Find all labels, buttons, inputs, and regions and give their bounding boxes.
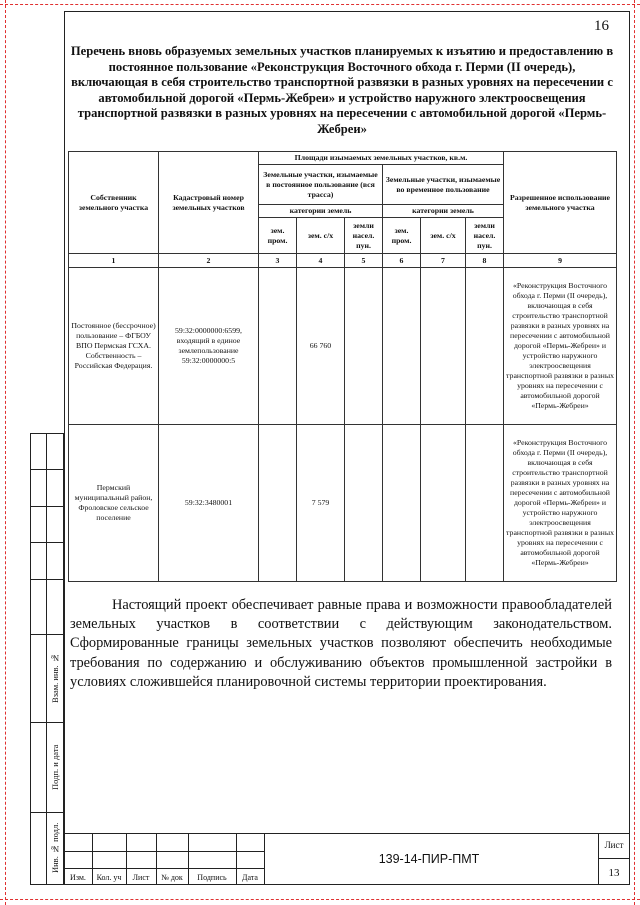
column-number: 5 [345,254,383,268]
cell-empty [466,268,504,425]
cell-area-sh: 7 579 [297,425,345,582]
page-title: Перечень вновь образуемых земельных участков планируемых к изъятию и предоставлению в постоянное пользование «Реконструкция Восточного обхода г. Перми (II очередь), включающая в себя строительство транспортной развязки в разных уровнях на пересечении с автомобильной дорогой «Пермь-Жебреи» и устройство наружного электроосвещения транспортной развязки в разных уровнях на пересечении с автомобильной дорогой «Пермь-Жебреи» [70,44,614,136]
header-cat-sh-2: зем. с/х [421,218,466,254]
cell-empty [421,268,466,425]
cell-empty [421,425,466,582]
stamp-col-kol: Кол. уч [96,873,122,882]
cell-cadastral: 59:32:0000000:6599, входящий в единое землепользование 59:32:0000000:5 [159,268,259,425]
header-cat-sh-1: зем. с/х [297,218,345,254]
side-label-podp: Подп. и дата [50,744,60,790]
column-number: 6 [383,254,421,268]
cell-empty [259,425,297,582]
side-stamp [30,433,64,885]
column-number: 4 [297,254,345,268]
cut-line-top [0,4,640,5]
cut-line-right [634,0,635,905]
stamp-col-izm: Изм. [70,873,86,882]
side-label-vzam: Взам. инв. № [50,653,60,703]
sheet-number: 13 [608,867,620,879]
stamp-col-date: Дата [242,873,258,882]
cell-use: «Реконструкция Восточного обхода г. Перми (II очередь), включающая в себя строительство транспортной развязки в разных уровнях на пересечении с автомобильной дорогой «Пермь-Жебреи» и устройство наружного электроосвещения транспортной развязки в разных уровнях на пересечении с автомобильной дорогой «Пермь-Жебреи» [504,268,617,425]
header-temporary: Земельные участки, изымаемые во временное пользование [383,165,504,205]
cell-empty [383,425,421,582]
page-number: 16 [594,18,609,34]
header-cat-prom-2: зем. пром. [383,218,421,254]
header-owner: Собственник земельного участка [69,152,159,254]
side-stamp-line [31,579,63,580]
stamp-line [64,851,264,852]
land-plots-table [68,151,617,582]
cell-owner: Пермский муниципальный район, Фроловское сельское поселение [69,425,159,582]
header-area-group: Площади изымаемых земельных участков, кв.м. [259,152,504,165]
cell-empty [383,268,421,425]
column-number: 8 [466,254,504,268]
side-stamp-line [31,469,63,470]
title-block [64,833,630,885]
stamp-col-list: Лист [132,873,150,882]
stamp-line [64,868,264,869]
stamp-col-doc: № док [161,873,183,882]
sheet-label: Лист [604,840,624,850]
cut-line-bottom [0,899,640,900]
cell-empty [345,425,383,582]
column-number: 2 [159,254,259,268]
stamp-col-sign: Подпись [197,873,227,882]
column-number: 9 [504,254,617,268]
side-label-inv: Инв. № подл. [50,822,60,874]
header-cat-prom-1: зем. пром. [259,218,297,254]
side-stamp-line [31,542,63,543]
side-stamp-line [31,506,63,507]
cell-empty [466,425,504,582]
body-paragraph: Настоящий проект обеспечивает равные права и возможности правообладателей земельных участков в соответствии с действующим законодательством. Сформированные границы земельных участков позволяют обеспечить необходимые требования по содержанию и обслуживанию объектов промышленной застройки в условиях сложившейся планировочной системы территории проектирования. [70,597,612,690]
stamp-line [598,858,630,859]
header-permanent: Земельные участки, изымаемые в постоянное пользование (вся трасса) [259,165,383,205]
header-category-temp: категории земель [383,205,504,218]
cut-line-left [5,0,6,905]
column-number: 7 [421,254,466,268]
cell-use: «Реконструкция Восточного обхода г. Перми (II очередь), включающая в себя строительство транспортной развязки в разных уровнях на пересечении с автомобильной дорогой «Пермь-Жебреи» и устройство наружного электроосвещения транспортной развязки в разных уровнях на пересечении с автомобильной дорогой «Пермь-Жебреи» [504,425,617,582]
header-cadastral: Кадастровый номер земельных участков [159,152,259,254]
cell-owner: Постоянное (бессрочное) пользование – ФГБОУ ВПО Пермская ГСХА. Собственность – Российская Федерация. [69,268,159,425]
cell-area-sh: 66 760 [297,268,345,425]
table-row [69,425,617,582]
column-number: 1 [69,254,159,268]
table-row [69,268,617,425]
column-number: 3 [259,254,297,268]
header-category-perm: категории земель [259,205,383,218]
cell-empty [259,268,297,425]
document-code: 139-14-ПИР-ПМТ [378,852,480,866]
cell-cadastral: 59:32:3480001 [159,425,259,582]
cell-empty [345,268,383,425]
header-cat-nas-2: земли насел. пун. [466,218,504,254]
header-use: Разрешенное использование земельного участка [504,152,617,254]
header-cat-nas-1: земли насел. пун. [345,218,383,254]
